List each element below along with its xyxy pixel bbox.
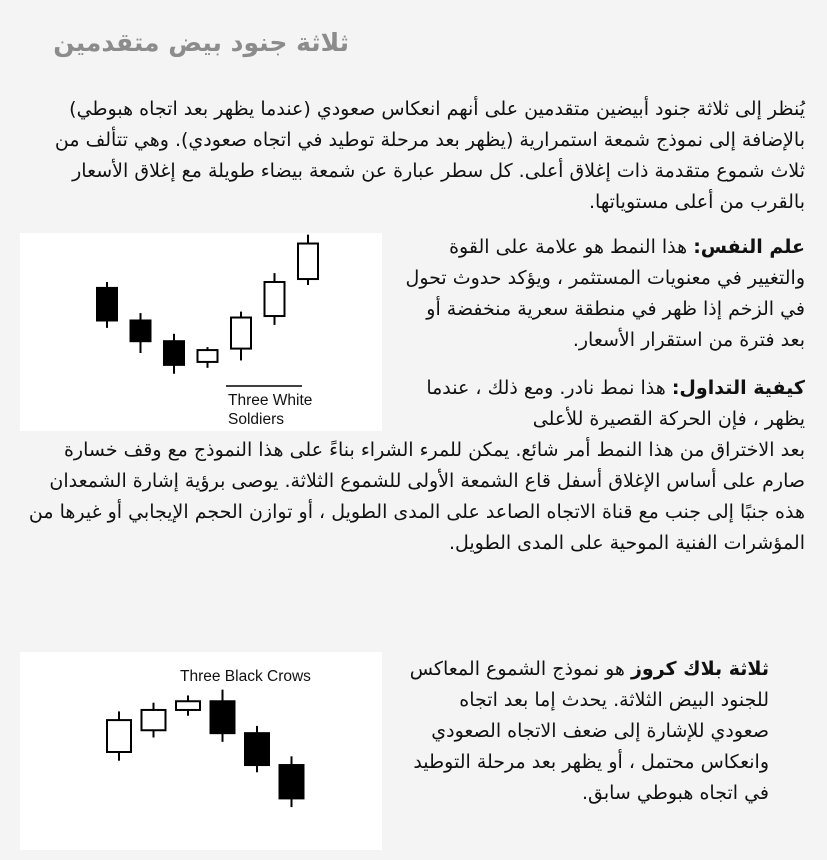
crows-text: هو نموذج الشموع المعاكس للجنود البيض الثلاثة. يحدث إما بعد اتجاه صعودي للإشارة إلى ضعف الاتجاه الصعودي وانعكاس محتمل ، أو يظهر بعد مرحلة التوطيد في اتجاه هبوطي سابق. bbox=[409, 658, 769, 804]
trading-heading: كيفية التداول: bbox=[671, 377, 805, 399]
soldiers-candle-5 bbox=[231, 312, 251, 361]
soldiers-label-line2: Soldiers bbox=[228, 411, 284, 428]
crows-candle-2 bbox=[142, 703, 166, 738]
crows-candle-body bbox=[176, 701, 200, 710]
psychology-text: هذا النمط هو علامة على القوة والتغيير في معنويات المستثمر ، ويؤكد حدوث تحول في الزخم إذا ظهر في منطقة سعرية منخفضة أو بعد فترة من استقرار الأسعار. bbox=[405, 236, 805, 351]
soldiers-label-line1: Three White bbox=[228, 392, 313, 409]
soldiers-candle-2 bbox=[131, 313, 151, 353]
soldiers-candle-4 bbox=[198, 347, 218, 368]
crows-candle-1 bbox=[107, 711, 131, 760]
soldiers-candle-7 bbox=[298, 235, 318, 285]
crows-heading: ثلاثة بلاك كروز bbox=[630, 658, 769, 680]
soldiers-candle-3 bbox=[164, 334, 184, 374]
crows-candle-body bbox=[142, 710, 166, 730]
three-white-soldiers-chart bbox=[20, 233, 382, 431]
soldiers-candle-body bbox=[131, 320, 151, 341]
trading-paragraph-top bbox=[400, 373, 805, 435]
soldiers-candle-1 bbox=[97, 282, 117, 328]
soldiers-candle-body bbox=[97, 288, 117, 321]
crows-candle-body bbox=[211, 701, 235, 733]
soldiers-candle-body bbox=[298, 244, 318, 280]
crows-paragraph bbox=[399, 654, 769, 809]
page-title: ثلاثة جنود بيض متقدمين bbox=[53, 28, 349, 57]
soldiers-candle-body bbox=[198, 350, 218, 362]
three-black-crows-chart bbox=[20, 652, 382, 850]
soldiers-candles bbox=[20, 233, 382, 431]
crows-candle-5 bbox=[245, 726, 269, 772]
intro-paragraph: يُنظر إلى ثلاثة جنود أبيضين متقدمين على أنهم انعكاس صعودي (عندما يظهر بعد اتجاه هبوطي) بالإضافة إلى نموذج شمعة استمرارية (يظهر بعد مرحلة توطيد في اتجاه صعودي). وهي تتألف من ثلاث شموع متقدمة ذات إغلاق أعلى. كل سطر عبارة عن شمعة بيضاء طويلة مع إغلاق الأسعار بالقرب من أعلى مستوياتها. bbox=[54, 98, 805, 213]
crows-candle-body bbox=[245, 733, 269, 765]
soldiers-candle-body bbox=[164, 341, 184, 365]
crows-candle-4 bbox=[211, 690, 235, 742]
trading-paragraph-bottom: بعد الاختراق من هذا النمط أمر شائع. يمكن للمرء الشراء بناءً على هذا النموذج مع وقف خسارة صارم على أساس الإغلاق أسفل قاع الشمعة الأولى للشموع الثلاثة. يوصى برؤية إشارة الشمعدان هذه جنبًا إلى جنب مع قناة الاتجاه الصاعد على المدى الطويل ، أو توازن الحجم الإيجابي أو غيرها من المؤشرات الفنية الموحية على المدى الطويل. bbox=[28, 439, 805, 554]
soldiers-candle-body bbox=[231, 318, 251, 349]
psychology-paragraph bbox=[400, 232, 805, 356]
soldiers-chart-label bbox=[228, 391, 312, 429]
crows-candle-6 bbox=[280, 756, 304, 807]
soldiers-candle-6 bbox=[265, 273, 285, 325]
psychology-heading: علم النفس: bbox=[693, 236, 805, 258]
crows-candle-body bbox=[280, 765, 304, 798]
crows-candle-3 bbox=[176, 695, 200, 715]
trading-text-a: هذا نمط نادر. ومع ذلك ، عندما يظهر ، فإن الحركة القصيرة للأعلى bbox=[426, 377, 805, 430]
soldiers-candle-body bbox=[265, 282, 285, 316]
crows-candle-body bbox=[107, 720, 131, 752]
crows-chart-label: Three Black Crows bbox=[180, 668, 311, 685]
